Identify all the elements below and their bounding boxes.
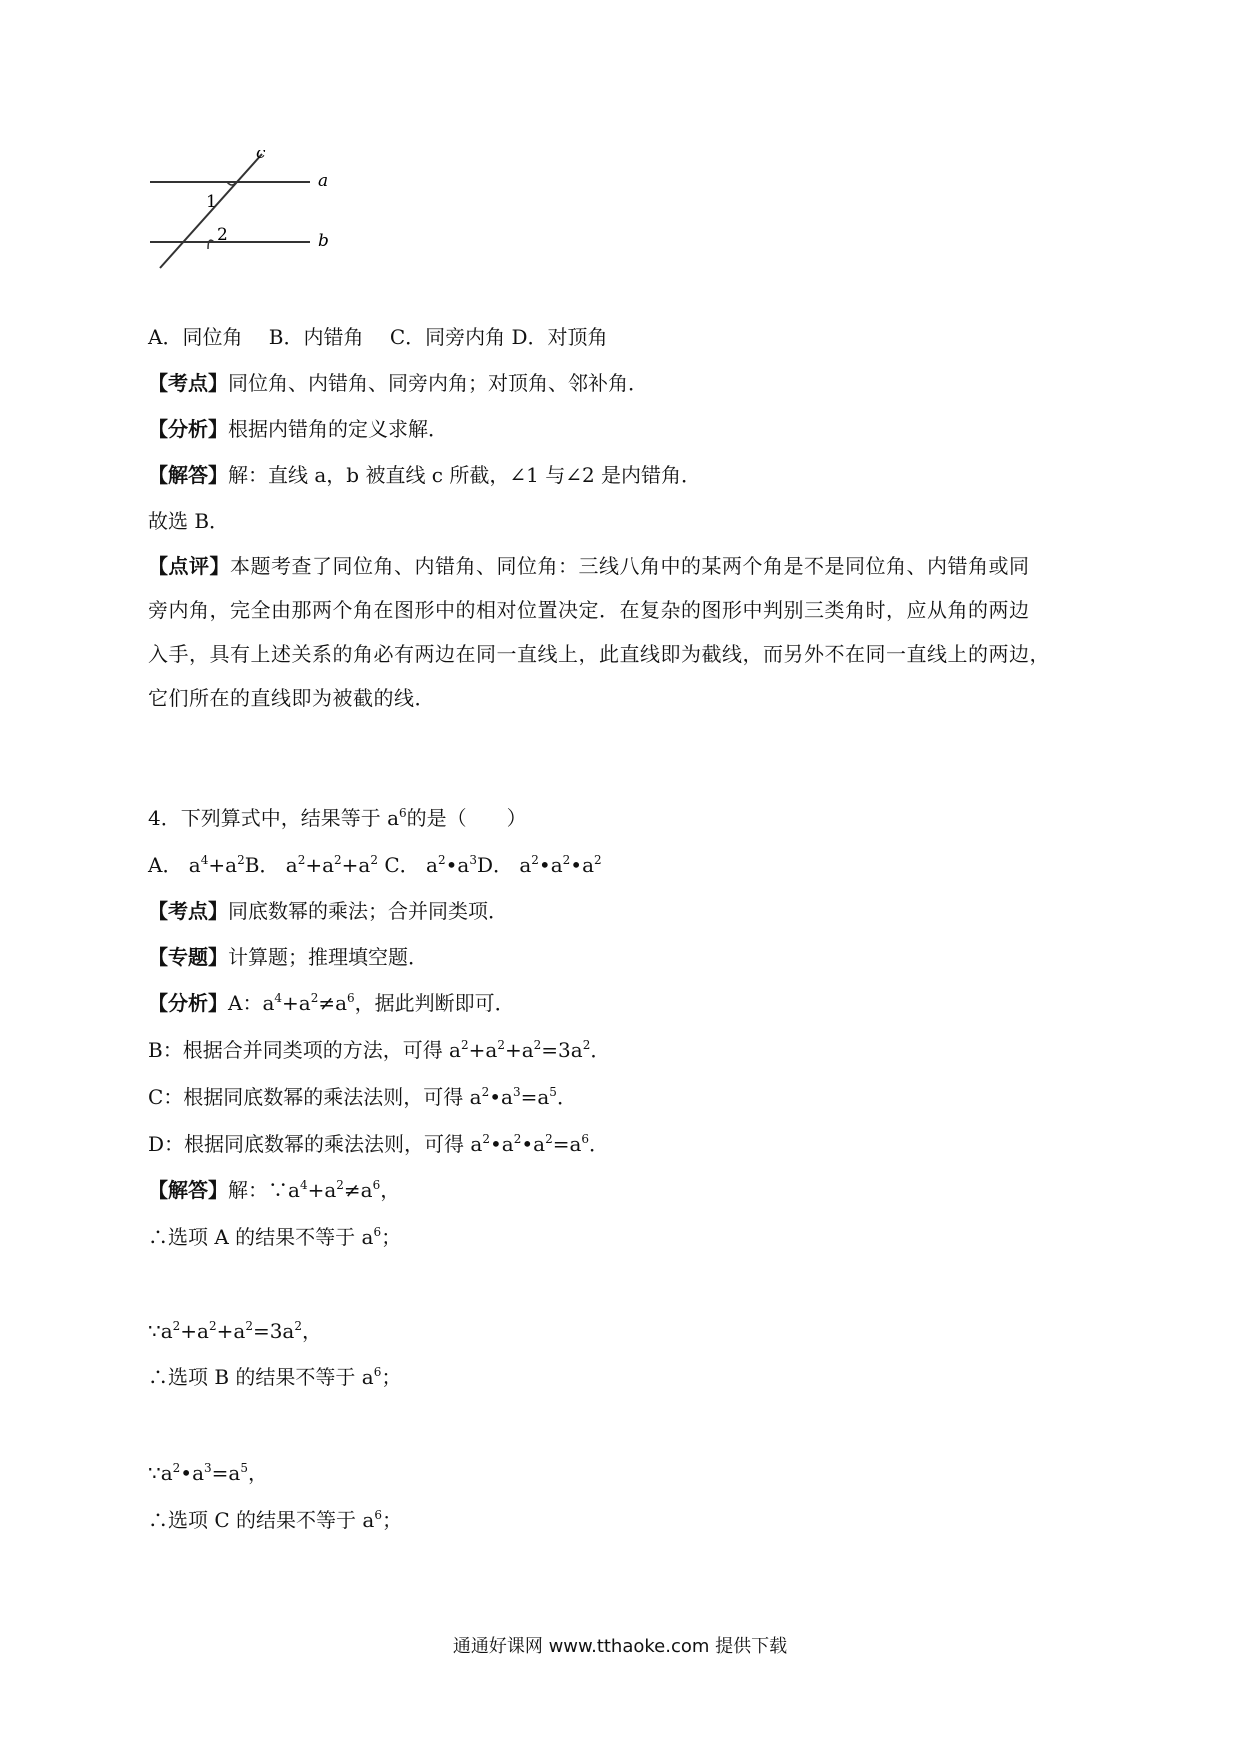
q3-options: A．同位角 B．内错角 C．同旁内角 D．对顶角 [148, 325, 608, 349]
q4-conclusion-c: ∴选项 C 的结果不等于 $a^6$； [148, 1508, 402, 1532]
q3-kaodian-text: 同位角、内错角、同旁内角；对顶角、邻补角． [228, 371, 648, 395]
q4-fenxi-d: D：根据同底数幂的乘法法则，可得 $a^2•a^2•a^2=a^6$． [148, 1132, 610, 1156]
q3-dianping [148, 544, 1093, 720]
q4-fenxi: 【分析】A：$a^4+a^2\ne a^6$，据此判断即可． [148, 991, 515, 1015]
q3-jieda [148, 461, 701, 489]
label-b: b [318, 231, 329, 251]
label-a: a [318, 171, 329, 191]
q4-stem-tail: 的是（ ） [406, 806, 527, 830]
q4-fenxi-b: B：根据合并同类项的方法，可得 $a^2+a^2+a^2=3a^2$． [148, 1038, 611, 1062]
q4-conclusion-a: ∴选项 A 的结果不等于 $a^6$； [148, 1225, 402, 1249]
q4-step-c: $\because a^2•a^3=a^5$， [148, 1461, 268, 1485]
q3-dianping-line [148, 544, 1093, 588]
q4-kaodian [148, 897, 508, 925]
q4-zhuanti [148, 943, 428, 971]
q4-stem [148, 804, 527, 832]
q3-dianping-text: 本题考查了同位角、内错角、同位角：三线八角中的某两个角是不是同位角、内错角或同 [230, 554, 1030, 578]
parallel-lines-figure [140, 150, 380, 284]
q4-zhuanti-tag: 【专题】 [148, 945, 228, 969]
page-footer: 通通好课网 www.tthaoke.com 提供下载 [452, 1636, 788, 1657]
q3-fenxi-tag: 【分析】 [148, 417, 228, 441]
angle2-label: 2 [217, 225, 228, 245]
q4-stem-text: 4．下列算式中，结果等于 a [148, 806, 400, 830]
q3-jieda-tag: 【解答】 [148, 463, 228, 487]
q3-kaodian-tag: 【考点】 [148, 371, 228, 395]
q3-dianping-line: 旁内角，完全由那两个角在图形中的相对位置决定．在复杂的图形中判别三类角时，应从角的两边 [148, 598, 1030, 622]
q4-fenxi-tag: 【分析】 [148, 991, 228, 1015]
q4-kaodian-text: 同底数幂的乘法；合并同类项． [228, 899, 508, 923]
label-c: c [256, 150, 266, 163]
q3-dianping-line: 它们所在的直线即为被截的线． [148, 686, 435, 710]
q3-jieda-text: 解：直线 a，b 被直线 c 所截，∠1 与∠2 是内错角． [228, 463, 702, 487]
q4-jieda: 【解答】解：$\because a^4+a^2\ne a^6$， [148, 1178, 401, 1202]
q3-fenxi-text: 根据内错角的定义求解． [228, 417, 448, 441]
q4-options: A． $a^4+a^2B$． $a^2+a^2+a^2$ C． $a^2•a^3D$． $a^2•a^2•a^2$ [148, 853, 602, 877]
parallel-lines-diagram [140, 150, 380, 280]
q3-fenxi [148, 415, 448, 443]
angle1-label: 1 [206, 192, 217, 212]
q4-zhuanti-text: 计算题；推理填空题． [228, 945, 428, 969]
q3-answer: 故选 B． [148, 509, 230, 533]
q3-dianping-tag: 【点评】 [148, 554, 230, 578]
q4-conclusion-b: ∴选项 B 的结果不等于 $a^6$； [148, 1365, 402, 1389]
q4-step-b: $\because a^2+a^2+a^2=3a^2$， [148, 1319, 322, 1343]
q3-dianping-line: 入手，具有上述关系的角必有两边在同一直线上，此直线即为截线，而另外不在同一直线上的两边， [148, 642, 1050, 666]
q3-kaodian [148, 369, 648, 397]
q4-kaodian-tag: 【考点】 [148, 899, 228, 923]
q4-stem-exponent: 6 [399, 806, 407, 820]
q4-fenxi-c: C：根据同底数幂的乘法法则，可得 $a^2•a^3=a^5$． [148, 1085, 577, 1109]
